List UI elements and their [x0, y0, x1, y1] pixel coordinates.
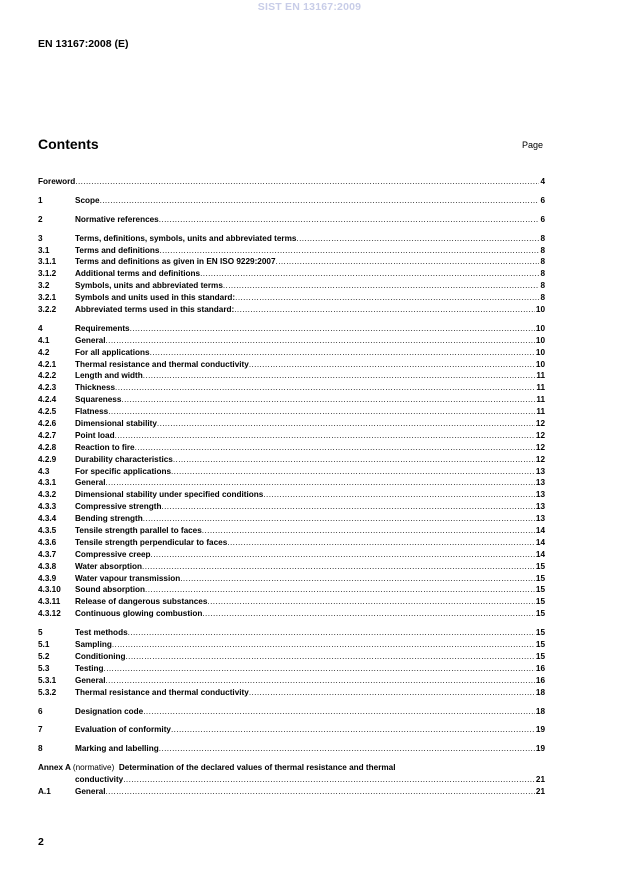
- toc-entry-page: 15: [535, 609, 545, 619]
- toc-entry-page: 16: [535, 663, 545, 673]
- toc-entry-title: Evaluation of conformity: [75, 725, 171, 735]
- dot-leader: [143, 370, 536, 382]
- toc-entry-page: 11: [536, 383, 545, 393]
- dot-leader: [150, 347, 535, 359]
- toc-entry-page: 13: [535, 490, 545, 500]
- toc-entry-number: 4.3: [38, 466, 50, 476]
- toc-entry[interactable]: [38, 651, 545, 663]
- dot-leader: [128, 627, 535, 639]
- dot-leader: [207, 596, 534, 608]
- toc-entry-number: 4.3.12: [38, 609, 61, 619]
- dot-leader: [202, 525, 535, 537]
- toc-entry-number: 3.2: [38, 281, 50, 291]
- toc-entry[interactable]: [38, 489, 545, 501]
- toc-entry-page: 15: [535, 597, 545, 607]
- toc-entry-title: Conditioning: [75, 651, 126, 661]
- toc-entry[interactable]: [38, 335, 545, 347]
- toc-entry-number: 5.3: [38, 663, 50, 673]
- toc-entry[interactable]: [38, 596, 545, 608]
- toc-entry-page: 8: [540, 245, 545, 255]
- toc-entry[interactable]: [38, 347, 545, 359]
- dot-leader: [106, 477, 535, 489]
- annex-type: (normative): [72, 763, 115, 773]
- toc-entry-number: 4.2.9: [38, 454, 57, 464]
- toc-entry-title: Tensile strength perpendicular to faces: [75, 537, 228, 547]
- contents-title: Contents: [38, 136, 99, 152]
- dot-leader: [200, 268, 539, 280]
- toc-entry-title: Reaction to fire: [75, 442, 135, 452]
- toc-entry[interactable]: [38, 466, 545, 478]
- toc-entry-page: 10: [535, 323, 545, 333]
- dot-leader: [249, 359, 535, 371]
- toc-entry-page: 12: [535, 454, 545, 464]
- toc-entry[interactable]: [38, 370, 545, 382]
- toc-entry-page: 14: [535, 549, 545, 559]
- dot-leader: [180, 573, 535, 585]
- toc-entry-page: 8: [540, 281, 545, 291]
- toc-entry-title: Dimensional stability: [75, 419, 157, 429]
- toc-entry-page: 11: [536, 371, 545, 381]
- dot-leader: [276, 256, 540, 268]
- toc-entry[interactable]: [38, 501, 545, 513]
- toc-entry-title: Symbols, units and abbreviated terms: [75, 281, 223, 291]
- toc-entry-page: 12: [535, 430, 545, 440]
- dot-leader: [125, 651, 534, 663]
- toc-entry-number: 4.2.6: [38, 419, 57, 429]
- dot-leader: [75, 176, 539, 188]
- toc-entry-title: Compressive creep: [75, 549, 151, 559]
- toc-entry-title: Tensile strength parallel to faces: [75, 526, 202, 536]
- toc-entry[interactable]: [38, 233, 545, 245]
- toc-entry-title: Abbreviated terms used in this standard:: [75, 305, 235, 314]
- toc-entry[interactable]: [38, 687, 545, 699]
- toc-entry-title: Point load: [75, 430, 115, 440]
- dot-leader: [159, 214, 540, 226]
- toc-entry-title: Bending strength: [75, 514, 143, 524]
- toc-entry-title: General: [75, 478, 106, 488]
- toc-entry-title: Sound absorption: [75, 585, 146, 595]
- toc-entry-page: 15: [535, 651, 545, 661]
- toc-entry-page: 11: [536, 395, 545, 405]
- toc-entry[interactable]: [38, 706, 545, 718]
- toc-entry-number: 3.1: [38, 245, 50, 255]
- dot-leader: [123, 774, 535, 786]
- toc-entry-number: 4.2.3: [38, 383, 57, 393]
- dot-leader: [112, 639, 535, 651]
- toc-entry-page: 15: [535, 573, 545, 583]
- toc-entry-page: 10: [535, 335, 545, 345]
- page-column-header: Page: [522, 140, 544, 150]
- toc-entry-title: Flatness: [75, 407, 109, 417]
- toc-entry-number: 5.3.1: [38, 675, 57, 685]
- dot-leader: [234, 304, 535, 316]
- toc-entry-title: Marking and labelling: [75, 744, 159, 754]
- toc-entry-number: 4.3.10: [38, 585, 61, 595]
- toc-entry-number: 6: [38, 706, 43, 716]
- toc-entry[interactable]: [38, 280, 545, 292]
- toc-entry-title: Additional terms and definitions: [75, 269, 201, 279]
- dot-leader: [145, 584, 535, 596]
- toc-entry-page: 14: [535, 537, 545, 547]
- annex-page: 21: [535, 775, 545, 785]
- toc-entry[interactable]: [38, 292, 545, 304]
- toc-entry-number: 4.3.11: [38, 597, 61, 607]
- toc-entry-page: 4: [540, 176, 545, 186]
- toc-entry-title: Terms and definitions: [75, 245, 160, 255]
- toc-entry-number: 4.3.1: [38, 478, 57, 488]
- toc-entry[interactable]: [38, 663, 545, 675]
- toc-entry[interactable]: [38, 608, 545, 620]
- dot-leader: [135, 442, 535, 454]
- toc-entry[interactable]: [38, 724, 545, 736]
- toc-entry-number: 4.2.7: [38, 430, 57, 440]
- toc-entry-number: 4.3.2: [38, 490, 57, 500]
- toc-entry-number: 3.2.1: [38, 293, 57, 303]
- annex-entry[interactable]: [38, 762, 545, 774]
- toc-entry-number: 4.2: [38, 347, 50, 357]
- toc-entry-title: General: [75, 675, 106, 685]
- toc-entry-title: Designation code: [75, 706, 144, 716]
- toc-entry-number: 3.1.2: [38, 269, 57, 279]
- toc-entry-page: 13: [535, 502, 545, 512]
- toc-entry[interactable]: [38, 214, 545, 226]
- annex-entry-continued: [38, 774, 545, 786]
- toc-entry-page: 19: [535, 725, 545, 735]
- toc-entry[interactable]: [38, 675, 545, 687]
- toc-entry-page: 13: [535, 466, 545, 476]
- toc-entry-page: 10: [535, 359, 545, 369]
- toc-entry[interactable]: [38, 627, 545, 639]
- dot-leader: [157, 418, 535, 430]
- toc-entry-number: A.1: [38, 786, 51, 796]
- toc-entry-number: 4.2.2: [38, 371, 57, 381]
- toc-entry-page: 19: [535, 744, 545, 754]
- dot-leader: [202, 608, 535, 620]
- dot-leader: [159, 245, 539, 257]
- dot-leader: [151, 549, 535, 561]
- toc-entry[interactable]: [38, 585, 545, 597]
- toc-entry[interactable]: [38, 477, 545, 489]
- toc-entry[interactable]: [38, 359, 545, 371]
- toc-entry-page: 8: [540, 233, 545, 243]
- toc-entry-page: 12: [535, 419, 545, 429]
- toc-entry-page: 14: [535, 526, 545, 536]
- toc-entry[interactable]: [38, 786, 545, 798]
- toc-entry-number: 1: [38, 195, 43, 205]
- toc-entry[interactable]: [38, 561, 545, 573]
- toc-entry-number: 5.1: [38, 640, 50, 650]
- watermark: SIST EN 13167:2009: [257, 1, 362, 13]
- annex-label: Annex A: [38, 763, 71, 773]
- dot-leader: [249, 687, 535, 699]
- toc-entry-title: Dimensional stability under specified conditions: [75, 490, 264, 500]
- dot-leader: [173, 454, 535, 466]
- toc-entry-title: Testing: [75, 663, 104, 673]
- toc-entry-number: Foreword: [38, 176, 76, 186]
- toc-entry-page: 18: [535, 687, 545, 697]
- toc-entry-title: Thermal resistance and thermal conductivity: [75, 687, 249, 697]
- toc-entry-page: 10: [535, 347, 545, 357]
- dot-leader: [115, 430, 535, 442]
- dot-leader: [142, 561, 535, 573]
- toc-entry-title: Requirements: [75, 323, 130, 333]
- toc-entry-title: Symbols and units used in this standard:: [75, 293, 236, 303]
- toc-entry-number: 4.2.4: [38, 395, 57, 405]
- toc-entry-page: 15: [535, 628, 545, 638]
- toc-entry-title: Terms, definitions, symbols, units and abbreviated terms: [75, 233, 297, 243]
- toc-entry[interactable]: [38, 268, 545, 280]
- toc-entry-title: Thermal resistance and thermal conductivity: [75, 359, 249, 369]
- toc-entry-page: 10: [535, 305, 545, 314]
- toc-entry-title: For specific applications: [75, 466, 171, 476]
- toc-entry-page: 8: [540, 293, 545, 303]
- dot-leader: [108, 406, 535, 418]
- toc-entry-title: Water absorption: [75, 561, 143, 571]
- dot-leader: [143, 513, 535, 525]
- toc-entry-page: 21: [535, 786, 545, 796]
- toc-entry-title: Continuous glowing combustion: [75, 609, 203, 619]
- toc-entry-number: 5.2: [38, 651, 50, 661]
- toc-entry-number: 4.3.9: [38, 573, 57, 583]
- toc-entry-number: 4.3.8: [38, 561, 57, 571]
- toc-entry-number: 3: [38, 233, 43, 243]
- table-of-contents: [38, 176, 545, 798]
- toc-entry-page: 12: [535, 442, 545, 452]
- dot-leader: [235, 292, 539, 304]
- toc-entry[interactable]: [38, 406, 545, 418]
- dot-leader: [171, 466, 535, 478]
- toc-entry-page: 6: [540, 195, 545, 205]
- toc-entry[interactable]: [38, 639, 545, 651]
- toc-entry[interactable]: [38, 382, 545, 394]
- toc-entry-number: 8: [38, 744, 43, 754]
- dot-leader: [106, 335, 535, 347]
- toc-entry-number: 4.3.6: [38, 537, 57, 547]
- toc-entry-page: 6: [540, 214, 545, 224]
- toc-entry-number: 5.3.2: [38, 687, 57, 697]
- toc-entry-page: 13: [535, 478, 545, 488]
- dot-leader: [227, 537, 535, 549]
- toc-entry-number: 4: [38, 323, 43, 333]
- dot-leader: [171, 724, 535, 736]
- dot-leader: [115, 382, 535, 394]
- toc-entry-number: 3.2.2: [38, 305, 57, 314]
- dot-leader: [159, 743, 535, 755]
- toc-entry[interactable]: [38, 525, 545, 537]
- toc-entry[interactable]: [38, 176, 545, 188]
- toc-entry-page: 15: [535, 561, 545, 571]
- toc-entry-page: 11: [536, 407, 545, 417]
- dot-leader: [130, 323, 535, 335]
- toc-entry-title: Scope: [75, 195, 100, 205]
- toc-entry-title: Test methods: [75, 628, 128, 638]
- toc-entry[interactable]: [38, 394, 545, 406]
- toc-entry[interactable]: [38, 418, 545, 430]
- toc-entry-number: 4.3.4: [38, 514, 57, 524]
- toc-entry-page: 18: [535, 706, 545, 716]
- toc-entry-number: 4.3.7: [38, 549, 57, 559]
- toc-entry[interactable]: [38, 195, 545, 207]
- toc-entry-title: General: [75, 335, 106, 345]
- dot-leader: [121, 394, 535, 406]
- toc-entry-number: 4.2.1: [38, 359, 57, 369]
- dot-leader: [263, 489, 535, 501]
- toc-entry-number: 4.2.8: [38, 442, 57, 452]
- toc-entry[interactable]: [38, 454, 545, 466]
- toc-entry[interactable]: [38, 304, 545, 316]
- dot-leader: [161, 501, 534, 513]
- dot-leader: [143, 706, 535, 718]
- toc-entry-number: 4.3.3: [38, 502, 57, 512]
- toc-entry[interactable]: [38, 442, 545, 454]
- dot-leader: [296, 233, 539, 245]
- toc-entry[interactable]: [38, 256, 545, 268]
- toc-entry-page: 16: [535, 675, 545, 685]
- toc-entry-title: Water vapour transmission: [75, 573, 181, 583]
- toc-entry-title: Compressive strength: [75, 502, 162, 512]
- toc-entry-page: 15: [535, 640, 545, 650]
- toc-entry-title: For all applications: [75, 347, 150, 357]
- annex-title: Determination of the declared values of thermal resistance and thermal: [118, 763, 396, 773]
- dot-leader: [106, 675, 535, 687]
- toc-entry-number: 5: [38, 628, 43, 638]
- toc-entry-title: Durability characteristics: [75, 454, 173, 464]
- toc-entry[interactable]: [38, 430, 545, 442]
- toc-entry-title: Terms and definitions as given in EN ISO 9229:2007: [75, 257, 276, 267]
- toc-entry[interactable]: [38, 245, 545, 257]
- annex-title-continued: conductivity: [75, 775, 124, 785]
- dot-leader: [106, 786, 535, 798]
- dot-leader: [223, 280, 540, 292]
- toc-entry-number: 4.1: [38, 335, 50, 345]
- toc-entry-page: 13: [535, 514, 545, 524]
- toc-entry[interactable]: [38, 323, 545, 335]
- toc-entry-title: Normative references: [75, 214, 159, 224]
- toc-entry-title: Sampling: [75, 640, 112, 650]
- toc-entry-number: 4.2.5: [38, 407, 57, 417]
- toc-entry-page: 15: [535, 585, 545, 595]
- document-id: EN 13167:2008 (E): [38, 38, 129, 50]
- toc-entry-title: General: [75, 786, 106, 796]
- toc-entry-number: 4.3.5: [38, 526, 57, 536]
- toc-entry-title: Squareness: [75, 395, 122, 405]
- page-number: 2: [38, 836, 44, 848]
- toc-entry-number: 3.1.1: [38, 257, 57, 267]
- dot-leader: [100, 195, 540, 207]
- toc-entry-page: 8: [540, 257, 545, 267]
- toc-entry-title: Length and width: [75, 371, 143, 381]
- dot-leader: [104, 663, 535, 675]
- toc-entry-title: Thickness: [75, 383, 116, 393]
- toc-entry[interactable]: [38, 573, 545, 585]
- toc-entry[interactable]: [38, 513, 545, 525]
- toc-entry-page: 8: [540, 269, 545, 279]
- toc-entry[interactable]: [38, 549, 545, 561]
- toc-entry-number: 7: [38, 725, 43, 735]
- toc-entry[interactable]: [38, 537, 545, 549]
- toc-entry[interactable]: [38, 743, 545, 755]
- toc-entry-number: 2: [38, 214, 43, 224]
- toc-entry-title: Release of dangerous substances: [75, 597, 208, 607]
